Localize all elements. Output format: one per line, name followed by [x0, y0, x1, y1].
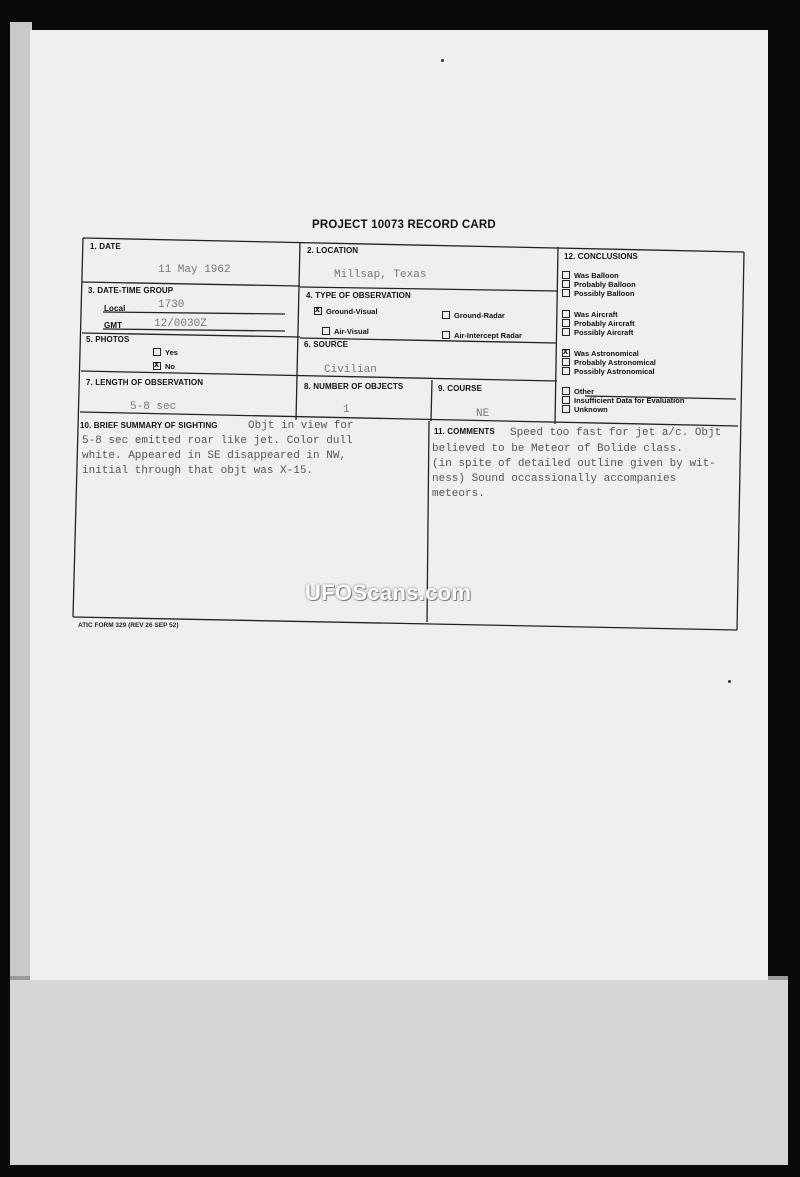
- date-label: 1. DATE: [90, 242, 121, 251]
- conclusion-item: Insufficient Data for Evaluation: [562, 396, 684, 405]
- conclusion-item: xWas Astronomical: [562, 349, 656, 358]
- form-number: ATIC FORM 329 (REV 26 SEP 52): [78, 622, 179, 629]
- conclusions-group-aircraft: [562, 310, 635, 337]
- checkbox-icon: [562, 328, 570, 336]
- date-time-group-label: 3. DATE-TIME GROUP: [88, 286, 174, 295]
- checkbox-icon: [562, 367, 570, 375]
- watermark: UFOScans.com: [305, 580, 472, 605]
- brief-summary-line: white. Appeared in SE disappeared in NW,: [82, 450, 347, 462]
- date-value: 11 May 1962: [158, 264, 231, 276]
- brief-summary-line: 5-8 sec emitted roar like jet. Color dull: [82, 435, 353, 447]
- conclusion-item: Was Aircraft: [562, 310, 635, 319]
- comments-line: believed to be Meteor of Bolide class.: [432, 443, 683, 455]
- conclusion-item: Possibly Balloon: [562, 289, 636, 298]
- brief-summary-line: Objt in view for: [248, 420, 354, 432]
- checkbox-icon: [562, 396, 570, 404]
- checked-box-icon: [153, 362, 161, 370]
- conclusion-item: Possibly Astronomical: [562, 367, 656, 376]
- conclusion-item: Was Balloon: [562, 271, 636, 280]
- comments-line: Speed too fast for jet a/c. Objt: [510, 427, 722, 439]
- checkbox-icon: [442, 311, 450, 319]
- course-value: NE: [476, 408, 490, 420]
- local-time-value: 1730: [158, 299, 185, 311]
- location-label: 2. LOCATION: [307, 246, 359, 255]
- option-air-visual: Air-Visual: [322, 327, 369, 336]
- conclusion-item: Possibly Aircraft: [562, 328, 635, 337]
- checkbox-icon: [322, 327, 330, 335]
- type-of-observation-label: 4. TYPE OF OBSERVATION: [306, 291, 411, 300]
- comments-line: meteors.: [432, 488, 485, 500]
- checked-box-icon: [314, 307, 322, 315]
- gmt-label: GMT: [104, 321, 123, 330]
- option-ground-visual: xGround-Visual: [314, 307, 378, 316]
- conclusion-item: Probably Astronomical: [562, 358, 656, 367]
- length-of-observation-value: 5-8 sec: [130, 401, 177, 413]
- checkbox-icon: [562, 280, 570, 288]
- comments-line: (in spite of detailed outline given by wit-: [432, 458, 716, 470]
- checkbox-icon: [562, 405, 570, 413]
- location-value: Millsap, Texas: [334, 269, 427, 281]
- option-photos-no: xNo: [153, 362, 175, 371]
- checked-box-icon: [562, 349, 570, 357]
- photos-label: 5. PHOTOS: [86, 335, 130, 344]
- checkbox-icon: [562, 358, 570, 366]
- checkbox-icon: [562, 387, 570, 395]
- option-air-intercept-radar: Air-Intercept Radar: [442, 331, 522, 340]
- local-time-label: Local: [104, 304, 126, 313]
- brief-summary-label: 10. BRIEF SUMMARY OF SIGHTING: [80, 421, 218, 430]
- gmt-value: 12/0030Z: [154, 318, 207, 330]
- option-ground-radar: Ground-Radar: [442, 311, 505, 320]
- conclusion-item: Other: [562, 387, 684, 396]
- checkbox-icon: [562, 319, 570, 327]
- checkbox-icon: [562, 310, 570, 318]
- option-photos-yes: Yes: [153, 348, 178, 357]
- checkbox-icon: [442, 331, 450, 339]
- number-of-objects-value: 1: [343, 404, 350, 416]
- conclusions-group-other: [562, 387, 684, 414]
- conclusions-label: 12. CONCLUSIONS: [564, 252, 638, 261]
- length-of-observation-label: 7. LENGTH OF OBSERVATION: [86, 378, 204, 387]
- conclusions-group-astronomical: [562, 349, 656, 376]
- source-label: 6. SOURCE: [304, 340, 349, 349]
- comments-label: 11. COMMENTS: [434, 427, 495, 436]
- number-of-objects-label: 8. NUMBER OF OBJECTS: [304, 382, 404, 391]
- conclusion-item: Probably Balloon: [562, 280, 636, 289]
- conclusions-group-balloon: [562, 271, 636, 298]
- checkbox-icon: [562, 289, 570, 297]
- source-value: Civilian: [324, 364, 377, 376]
- card-title: PROJECT 10073 RECORD CARD: [312, 219, 496, 231]
- comments-line: ness) Sound occassionally accompanies: [432, 473, 677, 485]
- checkbox-icon: [153, 348, 161, 356]
- conclusion-item: Probably Aircraft: [562, 319, 635, 328]
- checkbox-icon: [562, 271, 570, 279]
- conclusion-item: Unknown: [562, 405, 684, 414]
- brief-summary-line: initial through that objt was X-15.: [82, 465, 314, 477]
- course-label: 9. COURSE: [438, 384, 483, 393]
